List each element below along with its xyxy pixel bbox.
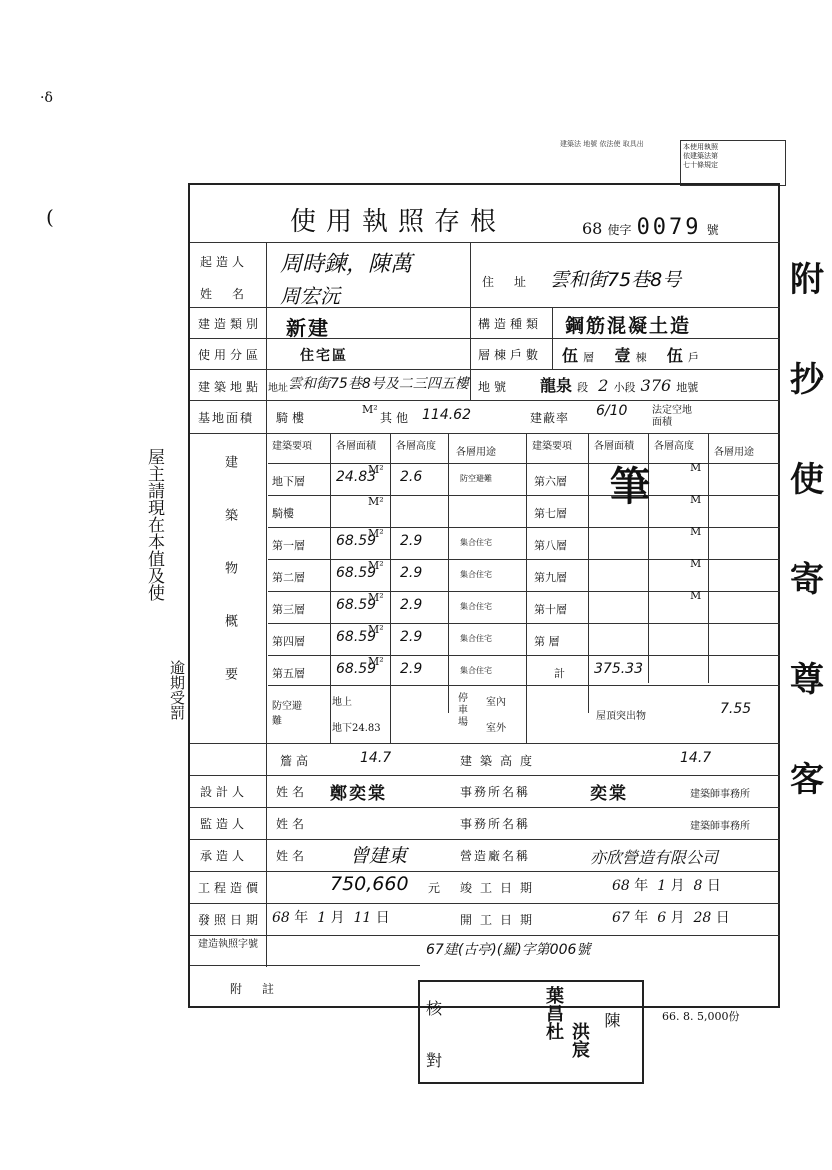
unit: M² bbox=[368, 527, 384, 540]
roof-label: 屋頂突出物 bbox=[596, 711, 646, 722]
cost-label: 工程造價 bbox=[198, 881, 263, 895]
floors-units-label: 層棟戶數 bbox=[478, 348, 543, 362]
right-floor: 第七層 bbox=[534, 507, 567, 520]
structure-label: 構造種類 bbox=[478, 317, 543, 331]
floor-use: 集合住宅 bbox=[460, 666, 492, 675]
floor-name: 第五層 bbox=[272, 667, 305, 680]
parking-outdoor: 室外 bbox=[486, 723, 506, 734]
building-height-value: 14.7 bbox=[680, 750, 712, 766]
air-raid-below: 地下24.83 bbox=[332, 723, 381, 734]
stamp-check: 核 bbox=[426, 999, 443, 1018]
floor-name: 地下層 bbox=[272, 475, 305, 488]
address-label: 住址 bbox=[482, 275, 547, 289]
contractor-role: 承造人 bbox=[200, 849, 249, 863]
floor-area: 68.59 bbox=[336, 661, 377, 677]
approval-stamp-box bbox=[418, 980, 644, 1084]
cost-value: 750,660 bbox=[330, 873, 409, 895]
col-head: 各層面積 bbox=[594, 441, 634, 452]
right-floor: 第八層 bbox=[534, 539, 567, 552]
floor-height: 2.9 bbox=[400, 565, 423, 581]
builder-name-1: 周時鍊，陳萬 bbox=[280, 252, 413, 277]
total-area: 375.33 bbox=[594, 661, 643, 677]
building-summary-label: 建築物概要 bbox=[222, 455, 237, 720]
unit: M² bbox=[368, 591, 384, 604]
contractor-name: 曾建東 bbox=[350, 845, 408, 867]
license-label: 建造執照字號 bbox=[198, 939, 258, 950]
col-head: 各層用途 bbox=[714, 447, 754, 458]
unit: M² bbox=[368, 495, 384, 508]
floor-use: 集合住宅 bbox=[460, 538, 492, 547]
permit-number: 68 使字 0079 號 bbox=[582, 215, 719, 240]
unit: M bbox=[690, 461, 702, 474]
col-head: 各層用途 bbox=[456, 447, 496, 458]
permit-form bbox=[188, 183, 780, 1008]
building-type-value: 新建 bbox=[286, 316, 330, 340]
designer-name: 鄭奕棠 bbox=[330, 784, 387, 804]
air-raid-label: 防空避難 bbox=[272, 701, 302, 727]
floor-area: 68.59 bbox=[336, 629, 377, 645]
designer-office-suffix: 建築師事務所 bbox=[690, 789, 750, 800]
unit: M bbox=[690, 525, 702, 538]
floor-height: 2.9 bbox=[400, 533, 423, 549]
base-unit: M² bbox=[362, 403, 378, 416]
top-right-box: 本使用執照 依建築法第 七十條規定 bbox=[680, 140, 786, 186]
building-height-label: 建築高度 bbox=[460, 754, 541, 768]
floor-height: 2.9 bbox=[400, 661, 423, 677]
arcade-label: 騎樓 bbox=[276, 411, 309, 425]
contractor-firm-label: 營造廠名稱 bbox=[460, 849, 531, 863]
cost-unit: 元 bbox=[428, 881, 445, 895]
parking-label: 停車場 bbox=[458, 693, 468, 728]
coverage-value: 6/10 bbox=[596, 403, 628, 419]
designer-name-label: 姓名 bbox=[276, 785, 309, 799]
col-head: 建築要項 bbox=[532, 441, 572, 452]
floors-units: 伍 層 壹 棟 伍 戶 bbox=[562, 346, 700, 365]
supervisor-office-suffix: 建築師事務所 bbox=[690, 821, 750, 832]
builder-label-2: 姓 名 bbox=[200, 287, 249, 301]
floor-area: 24.83 bbox=[336, 469, 377, 485]
stamp-mark: 筆 bbox=[610, 463, 652, 510]
air-raid-above: 地上 bbox=[332, 697, 352, 708]
issue-label: 發照日期 bbox=[198, 913, 263, 927]
unit: M² bbox=[368, 623, 384, 636]
margin-mark: ( bbox=[46, 205, 54, 229]
stamp-name: 葉昌杜 bbox=[543, 986, 564, 1040]
floor-name: 第二層 bbox=[272, 571, 305, 584]
use-zone-value: 住宅區 bbox=[300, 348, 348, 364]
done-label: 竣工日期 bbox=[460, 881, 541, 895]
form-title: 使用執照存根 bbox=[290, 207, 507, 237]
floor-height: 2.6 bbox=[400, 469, 423, 485]
left-margin-note-2: 逾期受罰 bbox=[168, 660, 186, 720]
col-head: 各層高度 bbox=[396, 441, 436, 452]
designer-office-label: 事務所名稱 bbox=[460, 785, 531, 799]
margin-mark: ·δ bbox=[40, 90, 53, 106]
unit: M bbox=[690, 493, 702, 506]
right-floor: 第 層 bbox=[534, 635, 560, 648]
site-sub-label: 地址 bbox=[268, 383, 288, 394]
left-margin-note: 屋主請現在本值及使 bbox=[144, 448, 164, 601]
eave-value: 14.7 bbox=[360, 750, 392, 766]
floor-use: 防空避難 bbox=[460, 474, 492, 483]
site-label: 建築地點 bbox=[198, 380, 263, 394]
right-margin: 附 抄 使 寄 尊 客 bbox=[790, 260, 824, 800]
remarks-label: 附註 bbox=[230, 982, 295, 996]
floor-name: 第四層 bbox=[272, 635, 305, 648]
eave-label: 簷高 bbox=[280, 754, 313, 768]
builder-label: 起造人 bbox=[200, 255, 249, 269]
address-value: 雲和街75巷8号 bbox=[550, 269, 682, 291]
right-floor: 第六層 bbox=[534, 475, 567, 488]
col-head: 各層面積 bbox=[336, 441, 376, 452]
supervisor-office-label: 事務所名稱 bbox=[460, 817, 531, 831]
start-label: 開工日期 bbox=[460, 913, 541, 927]
designer-role: 設計人 bbox=[200, 785, 249, 799]
other-value: 114.62 bbox=[422, 407, 471, 423]
site-address: 雲和街75巷8号及二三四五樓 bbox=[288, 376, 469, 392]
start-date: 67 年 6 月 28 日 bbox=[612, 910, 730, 926]
floor-height: 2.9 bbox=[400, 629, 423, 645]
floor-use: 集合住宅 bbox=[460, 570, 492, 579]
roof-value: 7.55 bbox=[720, 701, 752, 717]
coverage-label: 建蔽率 bbox=[530, 411, 570, 425]
supervisor-role: 監造人 bbox=[200, 817, 249, 831]
floor-height: 2.9 bbox=[400, 597, 423, 613]
structure-value: 鋼筋混凝土造 bbox=[565, 315, 692, 337]
legal-open-label: 法定空地面積 bbox=[652, 405, 692, 428]
col-head: 建築要項 bbox=[272, 441, 312, 452]
base-area-label: 基地面積 bbox=[198, 411, 255, 425]
unit: M² bbox=[368, 463, 384, 476]
builder-name-2: 周宏沅 bbox=[280, 284, 340, 308]
stamp-check: 對 bbox=[426, 1051, 443, 1070]
floor-area: 68.59 bbox=[336, 533, 377, 549]
unit: M bbox=[690, 557, 702, 570]
floor-use: 集合住宅 bbox=[460, 634, 492, 643]
top-right-notes: 建築法 地號 依法使 取具出 bbox=[560, 140, 644, 148]
print-note: 66. 8. 5,000份 bbox=[662, 1010, 740, 1023]
floor-name: 騎樓 bbox=[272, 507, 294, 520]
done-date: 68 年 1 月 8 日 bbox=[612, 878, 721, 894]
unit: M² bbox=[368, 559, 384, 572]
right-floor: 第十層 bbox=[534, 603, 567, 616]
land-info: 龍泉 段 2 小段 376 地號 bbox=[540, 376, 699, 395]
floor-use: 集合住宅 bbox=[460, 602, 492, 611]
license-value: 67建(古亭)(羅)字第006號 bbox=[426, 942, 591, 958]
stamp-name: 陳 bbox=[602, 1012, 621, 1028]
floor-name: 第一層 bbox=[272, 539, 305, 552]
designer-office: 奕棠 bbox=[590, 784, 628, 804]
floor-name: 第三層 bbox=[272, 603, 305, 616]
unit: M² bbox=[368, 655, 384, 668]
right-floor: 計 bbox=[554, 667, 565, 680]
col-head: 各層高度 bbox=[654, 441, 694, 452]
floor-area: 68.59 bbox=[336, 565, 377, 581]
parking-indoor: 室內 bbox=[486, 697, 506, 708]
right-floor: 第九層 bbox=[534, 571, 567, 584]
floor-area: 68.59 bbox=[336, 597, 377, 613]
issue-date: 68 年 1 月 11 日 bbox=[272, 910, 390, 926]
building-type-label: 建造類別 bbox=[198, 317, 263, 331]
supervisor-name-label: 姓名 bbox=[276, 817, 309, 831]
contractor-firm: 亦欣營造有限公司 bbox=[590, 848, 719, 867]
other-label: 其他 bbox=[380, 411, 413, 425]
land-label: 地號 bbox=[478, 380, 511, 394]
contractor-name-label: 姓名 bbox=[276, 849, 309, 863]
unit: M bbox=[690, 589, 702, 602]
use-zone-label: 使用分區 bbox=[198, 348, 263, 362]
stamp-name: 洪宸 bbox=[569, 1022, 590, 1058]
